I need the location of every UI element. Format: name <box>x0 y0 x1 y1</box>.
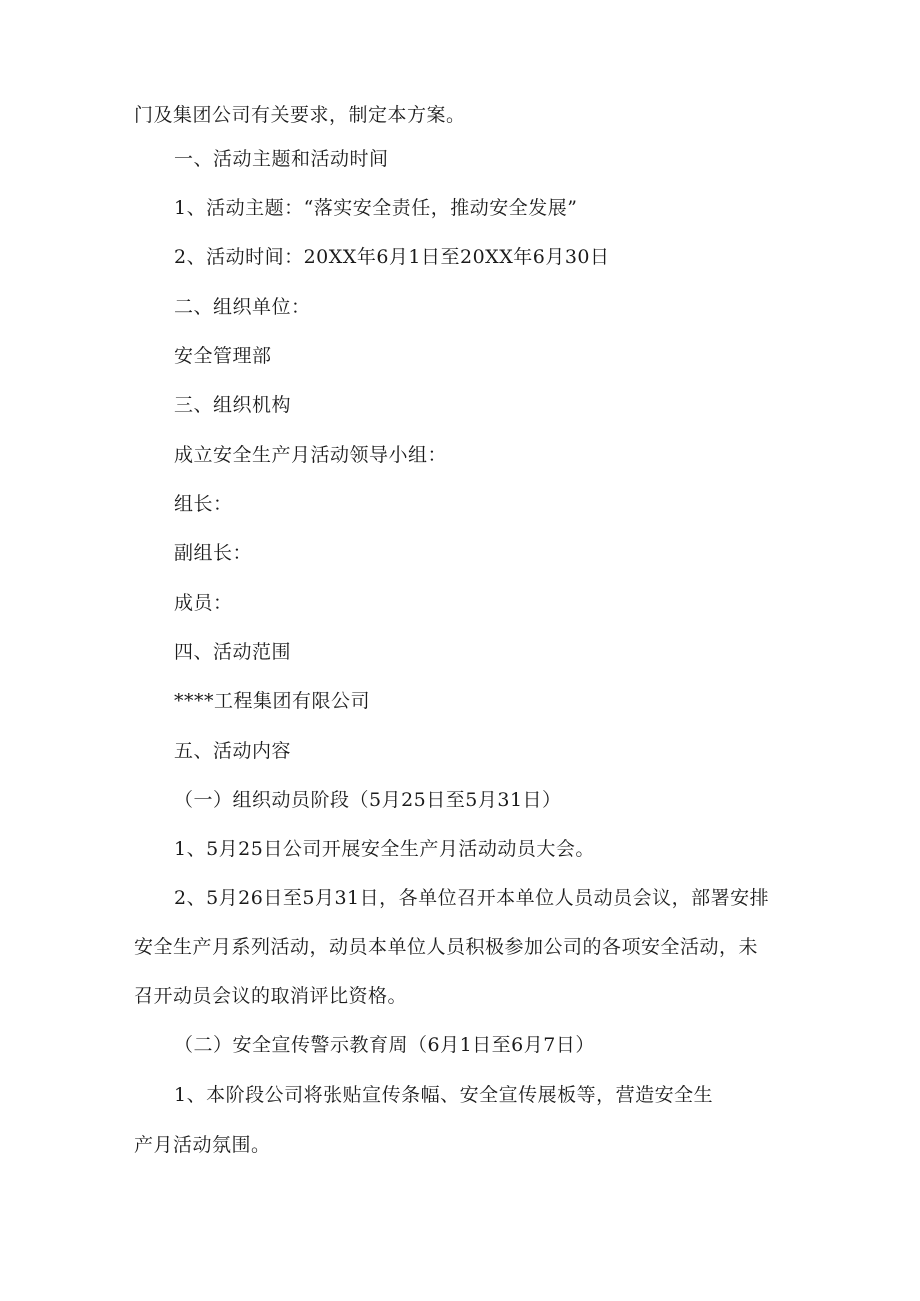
paragraph-line: 组长： <box>174 493 233 515</box>
paragraph-line: 成立安全生产月活动领导小组： <box>174 444 448 466</box>
paragraph-line: 召开动员会议的取消评比资格。 <box>134 985 408 1007</box>
subsection-heading: （二）安全宣传警示教育周（6月1日至6月7日） <box>174 1034 595 1056</box>
section-heading: 二、组织单位： <box>174 296 311 318</box>
section-heading: 三、组织机构 <box>174 394 292 416</box>
section-heading: 一、活动主题和活动时间 <box>174 148 389 170</box>
paragraph-line: ****工程集团有限公司 <box>174 690 371 712</box>
subsection-heading: （一）组织动员阶段（5月25日至5月31日） <box>174 789 562 811</box>
list-item: 2、5月26日至5月31日，各单位召开本单位人员动员会议，部署安排 <box>174 887 770 909</box>
list-item: 2、活动时间：20XX年6月1日至20XX年6月30日 <box>174 246 610 268</box>
section-heading: 四、活动范围 <box>174 641 292 663</box>
list-item: 1、本阶段公司将张贴宣传条幅、安全宣传展板等，营造安全生 <box>174 1084 714 1106</box>
paragraph-line: 副组长： <box>174 542 253 564</box>
paragraph-line: 安全生产月系列活动，动员本单位人员积极参加公司的各项安全活动，未 <box>134 936 759 958</box>
section-heading: 五、活动内容 <box>174 740 292 762</box>
paragraph-line: 门及集团公司有关要求，制定本方案。 <box>134 104 466 126</box>
paragraph-line: 产月活动氛围。 <box>134 1134 271 1156</box>
paragraph-line: 安全管理部 <box>174 345 272 367</box>
list-item: 1、活动主题：“落实安全责任，推动安全发展” <box>174 197 578 219</box>
paragraph-line: 成员： <box>174 592 233 614</box>
list-item: 1、5月25日公司开展安全生产月活动动员大会。 <box>174 838 595 860</box>
